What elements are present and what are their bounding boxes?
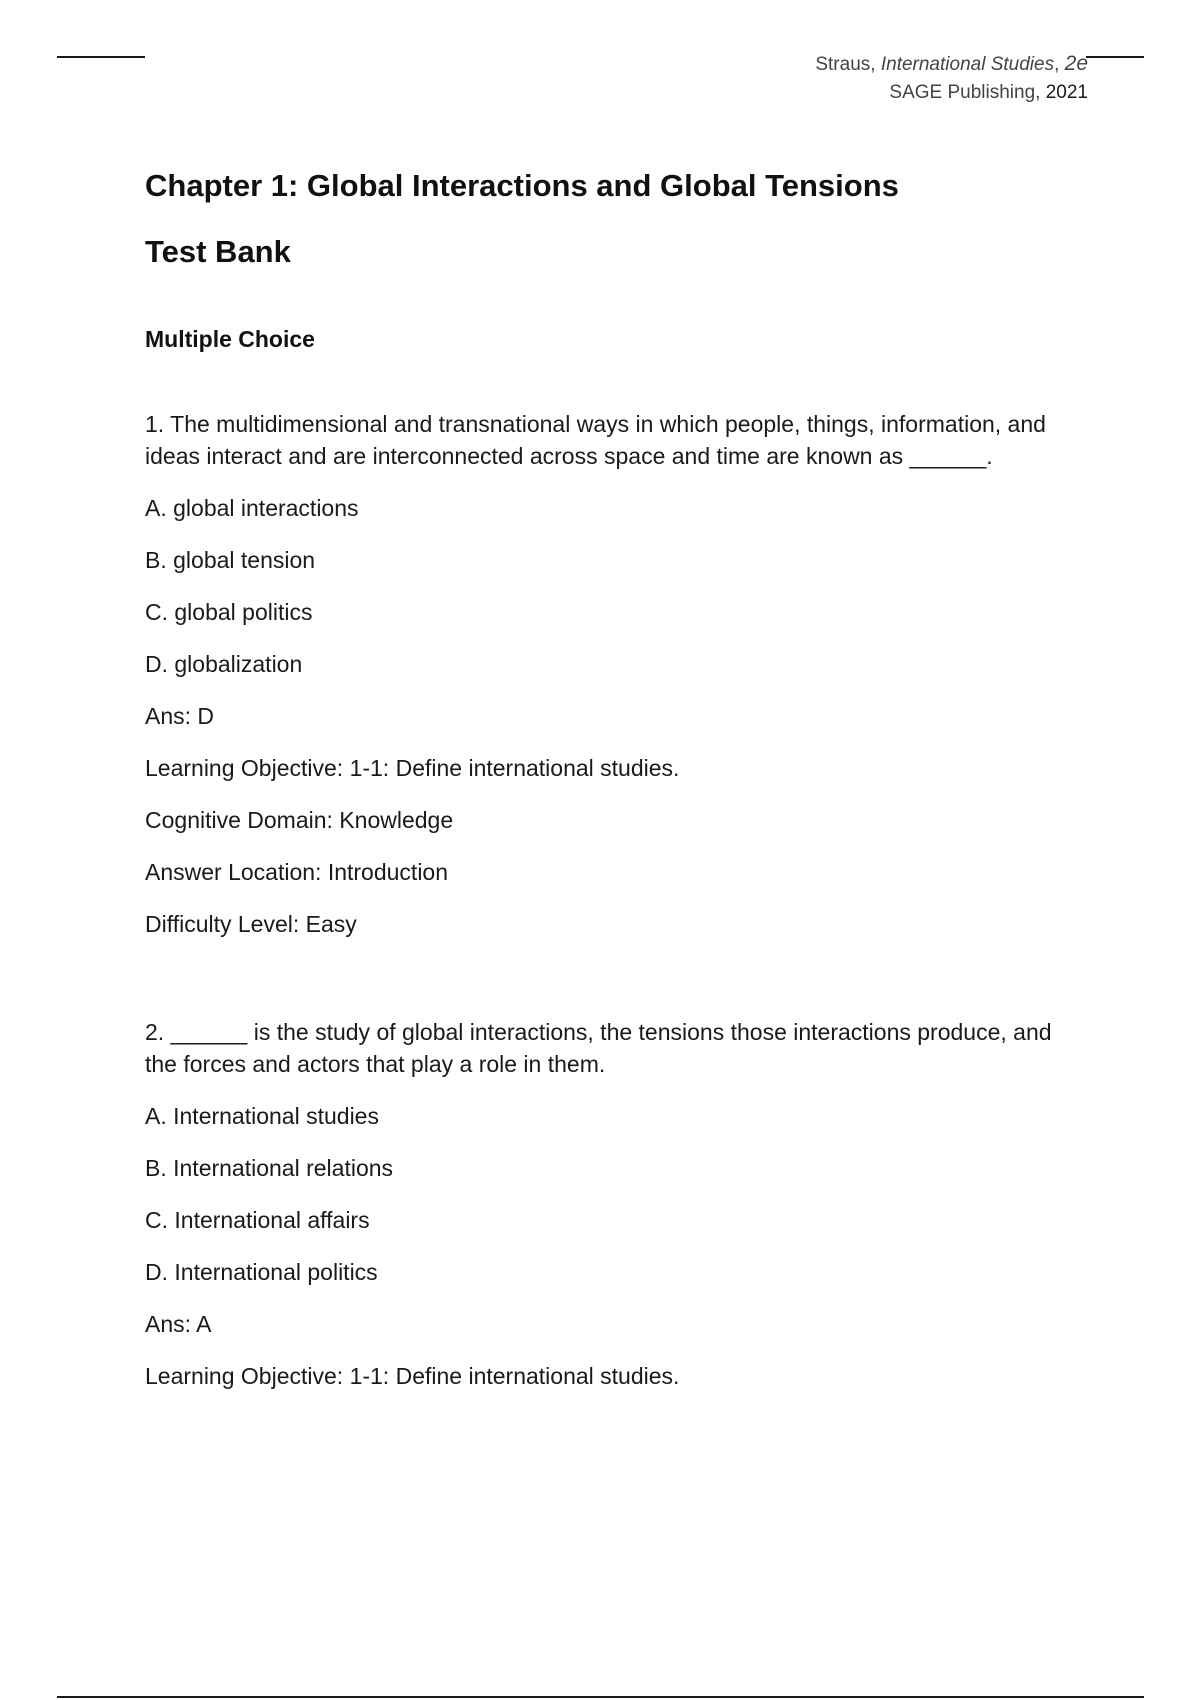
page-header bbox=[815, 50, 1088, 107]
header-author: Straus, bbox=[815, 54, 881, 75]
cognitive-domain: Cognitive Domain: Knowledge bbox=[145, 807, 454, 833]
answer-location: Answer Location: Introduction bbox=[145, 859, 449, 885]
section-heading: Multiple Choice bbox=[145, 326, 315, 352]
footer-rule bbox=[57, 1696, 1144, 1698]
answer-option-a: A. International studies bbox=[145, 1103, 379, 1129]
question-block-1 bbox=[145, 408, 1085, 940]
header-year: 2021 bbox=[1045, 82, 1088, 103]
document-body bbox=[145, 166, 1085, 1412]
learning-objective: Learning Objective: 1-1: Define international studies. bbox=[145, 755, 680, 781]
learning-objective: Learning Objective: 1-1: Define international studies. bbox=[145, 1363, 680, 1389]
answer-key: Ans: A bbox=[145, 1311, 212, 1337]
answer-option-a: A. global interactions bbox=[145, 495, 359, 521]
header-book-title: International Studies bbox=[880, 54, 1055, 75]
header-separator: , bbox=[1054, 54, 1065, 75]
question-text: 1. The multidimensional and transnational ways in which people, things, information, and ideas interact and are interconnected across space and time are known as ______. bbox=[145, 411, 1046, 469]
header-rule-right bbox=[1086, 56, 1144, 58]
answer-key: Ans: D bbox=[145, 703, 215, 729]
header-edition: 2e bbox=[1064, 52, 1088, 75]
chapter-title: Chapter 1: Global Interactions and Global Tensions bbox=[145, 168, 899, 203]
answer-option-d: D. globalization bbox=[145, 651, 303, 677]
header-citation-line bbox=[815, 50, 1088, 79]
difficulty-level: Difficulty Level: Easy bbox=[145, 911, 357, 937]
header-publisher-line bbox=[815, 79, 1088, 107]
answer-option-c: C. International affairs bbox=[145, 1207, 370, 1233]
answer-option-d: D. International politics bbox=[145, 1259, 378, 1285]
question-text: 2. ______ is the study of global interactions, the tensions those interactions produce, and the forces and actors that play a role in them. bbox=[145, 1019, 1052, 1077]
header-publisher: SAGE Publishing, bbox=[889, 82, 1046, 103]
header-rule-left bbox=[57, 56, 145, 58]
question-block-2 bbox=[145, 1016, 1085, 1392]
answer-option-b: B. global tension bbox=[145, 547, 316, 573]
answer-option-c: C. global politics bbox=[145, 599, 313, 625]
answer-option-b: B. International relations bbox=[145, 1155, 394, 1181]
document-subtitle: Test Bank bbox=[145, 234, 291, 269]
